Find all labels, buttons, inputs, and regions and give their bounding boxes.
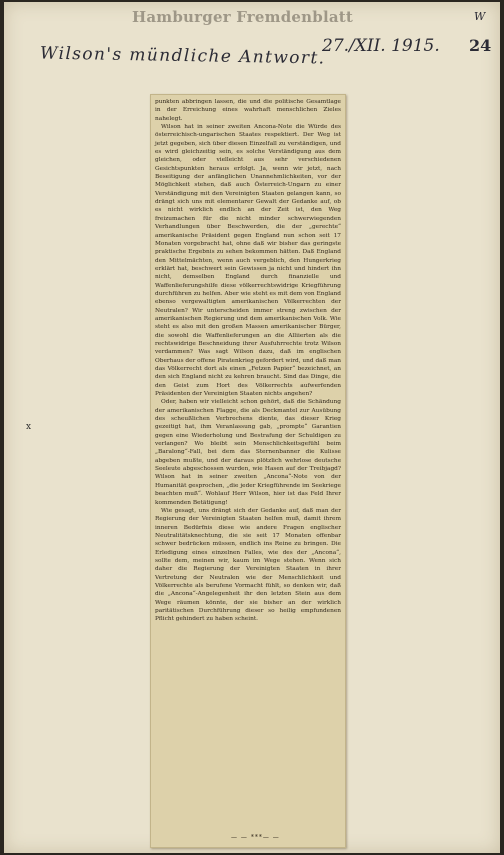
archive-number: 24 (469, 36, 492, 55)
document-page (4, 2, 500, 853)
margin-mark: x (26, 422, 32, 432)
article-paragraph: punkten abbringen lassen, die und die politische Gesamtlage in der Erreichung eines wahrhaft menschlichen Zieles nahelegt. (155, 99, 341, 122)
archive-mark: W (474, 10, 486, 23)
end-rule: — — ***— — (231, 834, 280, 841)
newspaper-clipping (150, 94, 346, 848)
handwritten-date: 27./XII. 1915. (322, 36, 440, 56)
newspaper-stamp: Hamburger Fremdenblatt (132, 8, 354, 26)
article-paragraph: Wilson hat in seiner zweiten Ancona-Note die Würde des österreichisch-ungarischen Staates respektiert. Der Weg ist jetzt gegeben, sich über diesen Einzelfall zu verständigen, und es wird gleichzeitig sein, es solche Verständigung aus dem gleichen, oder vielleicht aus sehr verschiedenen Gesichtspunkten heraus erfolgt. Ja, wenn wir jetzt, nach Beseitigung der anfänglichen Unannehmlichkeiten, vor der Möglichkeit stehen, daß auch Österreich-Ungarn zu einer Verständigung mit den Vereinigten Staaten gelangen kann, so drängt sich uns mit elementarer Gewalt der Gedanke auf, ob es nicht wirklich endlich an der Zeit ist, den Weg freizumachen für die nicht minder schwerwiegenden Verhandlungen über Beschwerden, die der „gerechte“ amerikanische Präsident gegen England nun schon seit 17 Monaten vorgebracht hat, ohne daß wir bisher das geringste praktische Ergebnis zu sehen bekommen hätten. Daß England den Mittelmächten, wenn auch vergeblich, den Hungerkrieg erklärt hat, beschwert sein Gewissen ja nicht und hindert ihn nicht, demselben England durch finanzielle und Waffenlieferungshilfe diese völkerrechtswidrige Kriegführung durchführen zu helfen. Aber wie steht es mit dem von England ebenso vergewaltigten amerikanischen Völkerrechten der Neutralen? Wir unterscheiden immer streng zwischen der amerikanischen Regierung und dem amerikanischen Volk. Wie steht es also mit den großen Massen amerikanischer Bürger, die sowohl die Waffenlieferungen an die Alliierten als die rechtswidrige Beschneidung ihrer Ausfuhrrechte trotz Wilson verdammen? Was sagt Wilson dazu, daß im englischen Oberhaus der offene Piratenkrieg gefordert wird, und daß man das Völkerrecht dort als einen „Fetzen Papier“ bezeichnet, an den sich England nicht zu kehren braucht. Sind das Dinge, die den Geist zum Hort des Völkerrechts aufwerfenden Präsidenten der Vereinigten Staaten nichts angehen? (155, 124, 342, 398)
article-paragraph: Wie gesagt, uns drängt sich der Gedanke auf, daß man der Regierung der Vereinigten Staaten helfen muß, damit ihrem inneren Bedürfnis diese wie andere Fragen englischer Neutralitätsknechtung, die sie seit 17 Monaten offenbar schwer bedrücken müssen, endlich ins Reine zu bringen. Die Erledigung eines einzelnen Falles, wie des der „Ancona“, sollte dem, meinen wir, kaum im Wege stehen. Wenn sich daher die Regierung der Vereinigten Staaten in ihrer Vertretung der Neutralen wie der Menschlichkeit und Völkerrechte als berufene Vormacht fühlt, so denken wir, daß die „Ancona“-Angelegenheit ihr den letzten Stein aus dem Wege räumen könnte, der sie bisher an der wirklich paritätischen Durchführung dieser so heilig empfundenen Pflicht gehindert zu haben scheint. (155, 507, 341, 623)
article-paragraph: Oder, haben wir vielleicht schon gehört, daß die Schändung der amerikanischen Flagge, die als Deckmantel zur Ausübung des scheußlichen Verbrechens diente, das dieser Krieg gezeitigt hat, ihm Veranlassung gab, „prompte“ Garantien gegen eine Wiederholung und Bestrafung der Schuldigen zu verlangen? Wo bleibt sein Menschlichkeitsgefühl beim „Baralong“-Fall, bei dem das Sternenbanner die Kulisse abgeben mußte, und der daraus plötzlich wehrlose deutsche Seeleute abgeschossen wurden, wie Hasen auf der Treibjagd? Wilson hat in seiner zweiten „Ancona“-Note von der Humanität gesprochen, „die jeder Kriegführende im Seekriege beachten muß“. Wohlauf Herr Wilson, hier ist das Feld Ihrer kommenden Betätigung! (155, 399, 341, 506)
article-body (155, 98, 341, 624)
handwritten-title: Wilson's mündliche Antwort. (39, 43, 326, 69)
